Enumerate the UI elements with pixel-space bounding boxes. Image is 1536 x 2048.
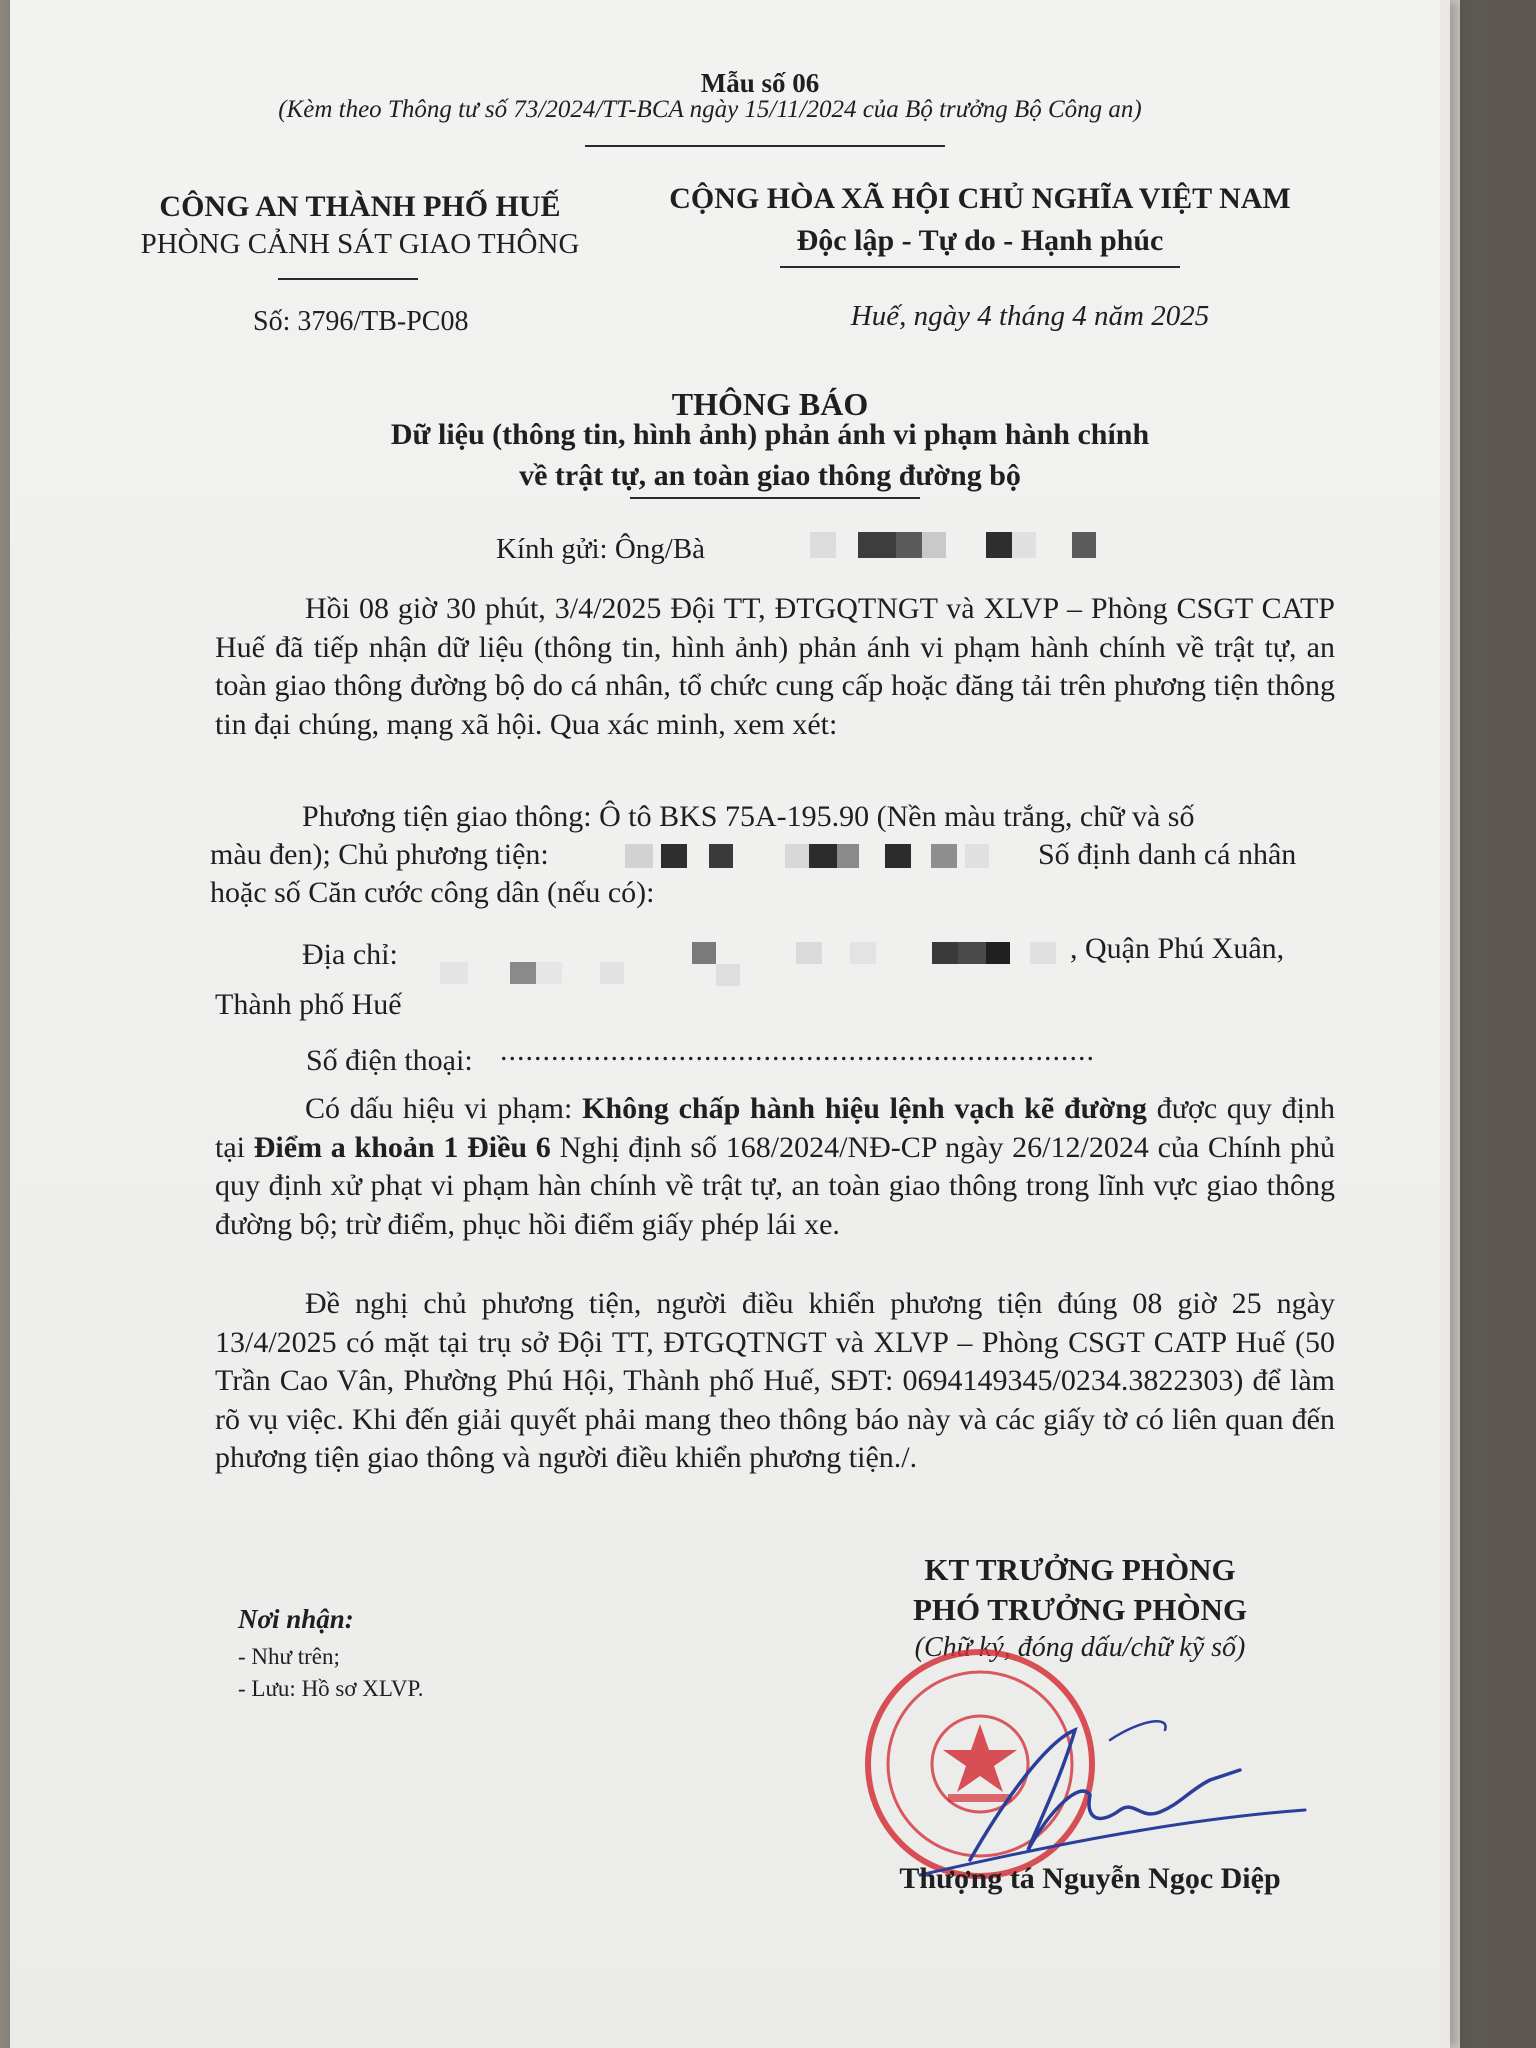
circular-reference: (Kèm theo Thông tư số 73/2024/TT-BCA ngày 15/11/2024 của Bộ trưởng Bộ Công an)	[278, 96, 1142, 123]
signature-title-1: KT TRƯỞNG PHÒNG	[924, 1552, 1236, 1587]
agency-name: CÔNG AN THÀNH PHỐ HUẾ	[159, 190, 561, 223]
agency-department: PHÒNG CẢNH SÁT GIAO THÔNG	[140, 228, 580, 260]
header-rule	[585, 145, 945, 147]
notice-subtitle-line1: Dữ liệu (thông tin, hình ảnh) phản ánh vi phạm hành chính	[390, 418, 1150, 451]
recipient-item: - Như trên;	[238, 1644, 340, 1669]
motto-rule	[780, 266, 1180, 268]
phone-label: Số điện thoại:	[306, 1044, 473, 1077]
document-page	[10, 0, 1440, 2048]
phone-dots: ......................................................................	[500, 1034, 1095, 1067]
paragraph-request: Đề nghị chủ phương tiện, người điều khiển phương tiện đúng 08 giờ 25 ngày 13/4/2025 có mặt tại trụ sở Đội TT, ĐTGQTNGT và XLVP – Phòng CSGT CATP Huế (50 Trần Cao Vân, Phường Phú Hội, Thành phố Huế, SĐT: 0694149345/0234.3822303) để làm rõ vụ việc. Khi đến giải quyết phải mang theo thông báo này và các giấy tờ có liên quan đến phương tiện giao thông và người điều khiển phương tiện./.	[215, 1287, 1335, 1474]
violation-clause: Điểm a khoản 1 Điều 6	[253, 1130, 551, 1164]
vehicle-line1: Phương tiện giao thông: Ô tô BKS 75A-195.90 (Nền màu trắng, chữ và số	[302, 800, 1195, 833]
agency-rule	[278, 278, 418, 280]
vehicle-line3: hoặc số Căn cước công dân (nếu có):	[210, 876, 655, 909]
notice-title: THÔNG BÁO	[671, 386, 869, 422]
signer-name: Thượng tá Nguyễn Ngọc Diệp	[899, 1862, 1281, 1895]
nation-title: CỘNG HÒA XÃ HỘI CHỦ NGHĨA VIỆT NAM	[669, 182, 1291, 215]
violation-name: Không chấp hành hiệu lệnh vạch kẽ đường	[582, 1092, 1147, 1125]
recipient-item: - Lưu: Hồ sơ XLVP.	[238, 1676, 424, 1701]
paragraph-receipt: Hồi 08 giờ 30 phút, 3/4/2025 Đội TT, ĐTGQTNGT và XLVP – Phòng CSGT CATP Huế đã tiếp nhận dữ liệu (thông tin, hình ảnh) phản ánh vi phạm hành chính về trật tự, an toàn giao thông đường bộ do cá nhân, tổ chức cung cấp hoặc đăng tải trên phương tiện thông tin đại chúng, mạng xã hội. Qua xác minh, xem xét:	[215, 592, 1335, 741]
notice-subtitle-line2: về trật tự, an toàn giao thông đường bộ	[519, 459, 1021, 492]
signature-title-2: PHÓ TRƯỞNG PHÒNG	[912, 1592, 1248, 1627]
place-date: Huế, ngày 4 tháng 4 năm 2025	[850, 300, 1210, 332]
vehicle-line2-end: Số định danh cá nhân	[1038, 838, 1297, 871]
address-district: , Quận Phú Xuân,	[1070, 932, 1285, 965]
nation-motto: Độc lập - Tự do - Hạnh phúc	[796, 224, 1164, 257]
paragraph-violation: Có dấu hiệu vi phạm: Không chấp hành hiệu lệnh vạch kẽ đường được quy định tại Điểm a khoản 1 Điều 6 Nghị định số 168/2024/NĐ-CP ngày 26/12/2024 của Chính phủ quy định xử phạt vi phạm hàn chính về trật tự, an toàn giao thông trong lĩnh vực giao thông đường bộ; trừ điểm, phục hồi điểm giấy phép lái xe.	[215, 1092, 1336, 1241]
address-label: Địa chỉ:	[302, 938, 398, 971]
signature-note: (Chữ ký, đóng dấu/chữ kỹ số)	[914, 1632, 1246, 1663]
recipients-title: Nơi nhận:	[238, 1604, 354, 1634]
document-number: Số: 3796/TB-PC08	[253, 306, 469, 337]
subtitle-underline	[630, 497, 920, 499]
vehicle-line2-start: màu đen); Chủ phương tiện:	[210, 838, 549, 871]
greeting: Kính gửi: Ông/Bà	[496, 533, 706, 565]
form-number: Mẫu số 06	[700, 68, 820, 98]
address-city: Thành phố Huế	[215, 988, 402, 1021]
